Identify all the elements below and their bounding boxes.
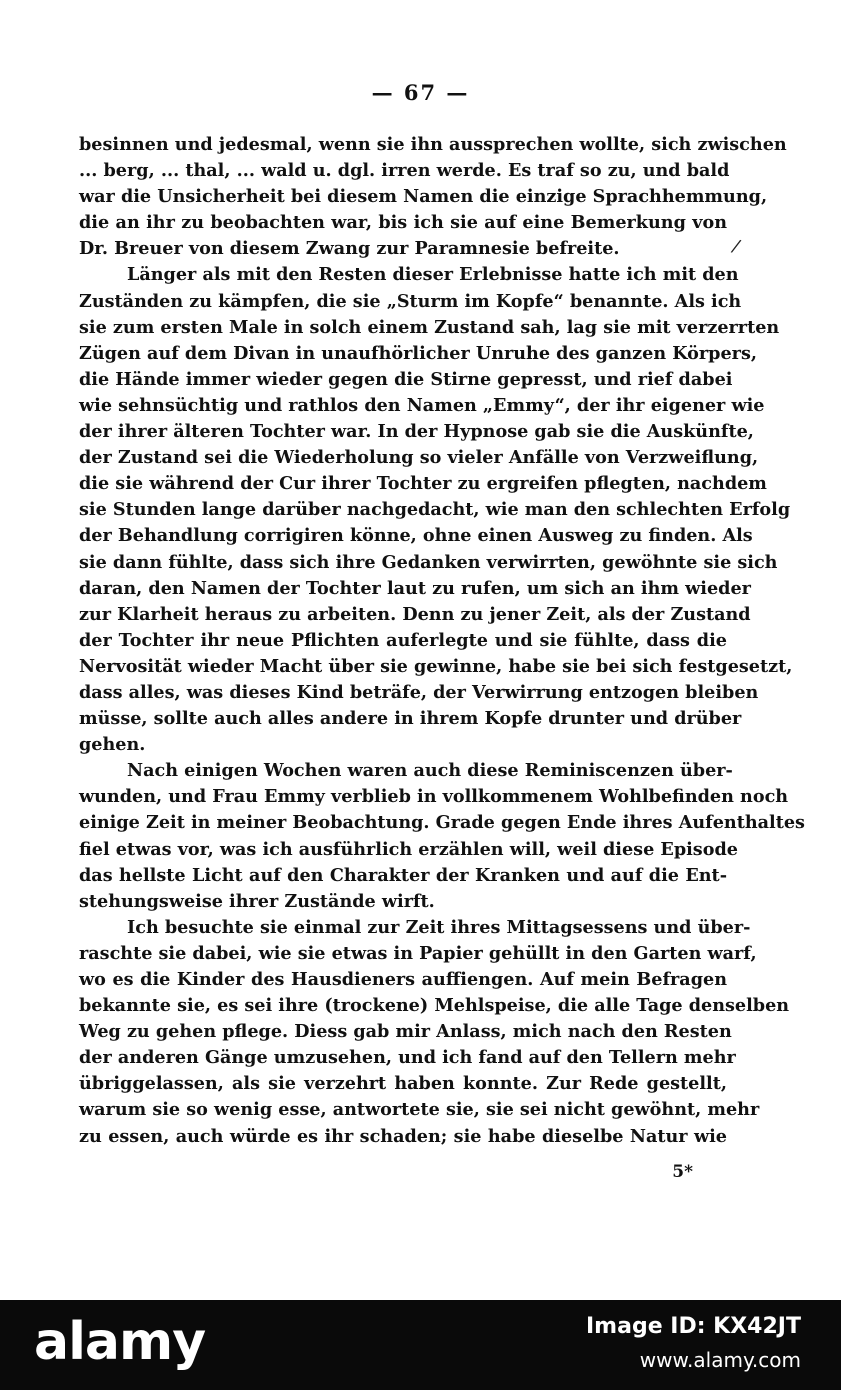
- body-text: [79, 132, 805, 1150]
- text-line: Länger als mit den Resten dieser Erlebnisse hatte ich mit den: [127, 264, 739, 286]
- text-line: sie dann fühlte, dass sich ihre Gedanken verwirrten, gewöhnte sie sich: [79, 551, 778, 573]
- watermark-footer: [0, 1300, 841, 1390]
- text-line: Nach einigen Wochen waren auch diese Reminiscenzen über-: [127, 760, 733, 782]
- page-number: — 67 —: [371, 80, 470, 105]
- text-line: Weg zu gehen pflege. Diess gab mir Anlass, mich nach den Resten: [79, 1021, 732, 1043]
- text-line: müsse, sollte auch alles andere in ihrem Kopfe drunter und drüber: [79, 708, 742, 730]
- text-line: sie zum ersten Male in solch einem Zustand sah, lag sie mit verzerrten: [79, 316, 780, 338]
- text-line: Ich besuchte sie einmal zur Zeit ihres Mittagsessens und über-: [127, 916, 751, 938]
- text-line: der anderen Gänge umzusehen, und ich fand auf den Tellern mehr: [79, 1047, 736, 1069]
- text-line: übriggelassen, als sie verzehrt haben konnte. Zur Rede gestellt,: [79, 1073, 727, 1095]
- text-line: Zügen auf dem Divan in unaufhörlicher Unruhe des ganzen Körpers,: [79, 342, 757, 364]
- text-line: fiel etwas vor, was ich ausführlich erzählen will, weil diese Episode: [79, 838, 738, 860]
- text-line: wie sehnsüchtig und rathlos den Namen „Emmy“, der ihr eigener wie: [79, 394, 765, 416]
- text-line: war die Unsicherheit bei diesem Namen die einzige Sprachhemmung,: [79, 186, 768, 208]
- text-line: der Zustand sei die Wiederholung so vieler Anfälle von Verzweiflung,: [79, 447, 759, 469]
- brand-logo: alamy: [34, 1312, 206, 1372]
- text-line: gehen.: [79, 734, 146, 756]
- text-line: dass alles, was dieses Kind beträfe, der Verwirrung entzogen bleiben: [79, 681, 759, 703]
- text-line: sie Stunden lange darüber nachgedacht, wie man den schlechten Erfolg: [79, 499, 791, 521]
- text-line: der Behandlung corrigiren könne, ohne einen Ausweg zu finden. Als: [79, 525, 753, 547]
- text-line: Dr. Breuer von diesem Zwang zur Paramnesie befreite.: [79, 238, 620, 260]
- text-line: Nervosität wieder Macht über sie gewinne, habe sie bei sich festgesetzt,: [79, 655, 793, 677]
- site-url: www.alamy.com: [639, 1348, 801, 1372]
- text-line: einige Zeit in meiner Beobachtung. Grade gegen Ende ihres Aufenthaltes: [79, 812, 805, 834]
- text-line: die an ihr zu beobachten war, bis ich sie auf eine Bemerkung von: [79, 212, 727, 234]
- text-line: bekannte sie, es sei ihre (trockene) Mehlspeise, die alle Tage denselben: [79, 995, 790, 1017]
- text-line: daran, den Namen der Tochter laut zu rufen, um sich an ihm wieder: [79, 577, 751, 599]
- margin-mark: /: [729, 235, 743, 258]
- text-line: die sie während der Cur ihrer Tochter zu ergreifen pflegten, nachdem: [79, 473, 767, 495]
- image-id-label: Image ID: KX42JT: [585, 1314, 801, 1339]
- text-line: das hellste Licht auf den Charakter der Kranken und auf die Ent-: [79, 864, 727, 886]
- text-line: zu essen, auch würde es ihr schaden; sie habe dieselbe Natur wie: [79, 1125, 727, 1147]
- text-line: wunden, und Frau Emmy verblieb in vollkommenem Wohlbefinden noch: [79, 786, 789, 808]
- signature-mark: 5*: [672, 1162, 693, 1182]
- text-line: die Hände immer wieder gegen die Stirne gepresst, und rief dabei: [79, 368, 733, 390]
- text-line: der ihrer älteren Tochter war. In der Hypnose gab sie die Auskünfte,: [79, 421, 754, 443]
- text-line: wo es die Kinder des Hausdieners auffiengen. Auf mein Befragen: [79, 969, 727, 990]
- text-line: zur Klarheit heraus zu arbeiten. Denn zu jener Zeit, als der Zustand: [79, 603, 751, 625]
- text-line: besinnen und jedesmal, wenn sie ihn aussprechen wollte, sich zwischen: [79, 134, 787, 155]
- text-line: ... berg, ... thal, ... wald u. dgl. irren werde. Es traf so zu, und bald: [79, 160, 730, 182]
- text-line: Zuständen zu kämpfen, die sie „Sturm im Kopfe“ benannte. Als ich: [79, 290, 742, 312]
- text-line: der Tochter ihr neue Pflichten auferlegte und sie fühlte, dass die: [79, 629, 727, 651]
- text-line: stehungsweise ihrer Zustände wirft.: [79, 890, 435, 912]
- text-line: raschte sie dabei, wie sie etwas in Papier gehüllt in den Garten warf,: [79, 942, 757, 964]
- text-line: warum sie so wenig esse, antwortete sie, sie sei nicht gewöhnt, mehr: [79, 1099, 760, 1121]
